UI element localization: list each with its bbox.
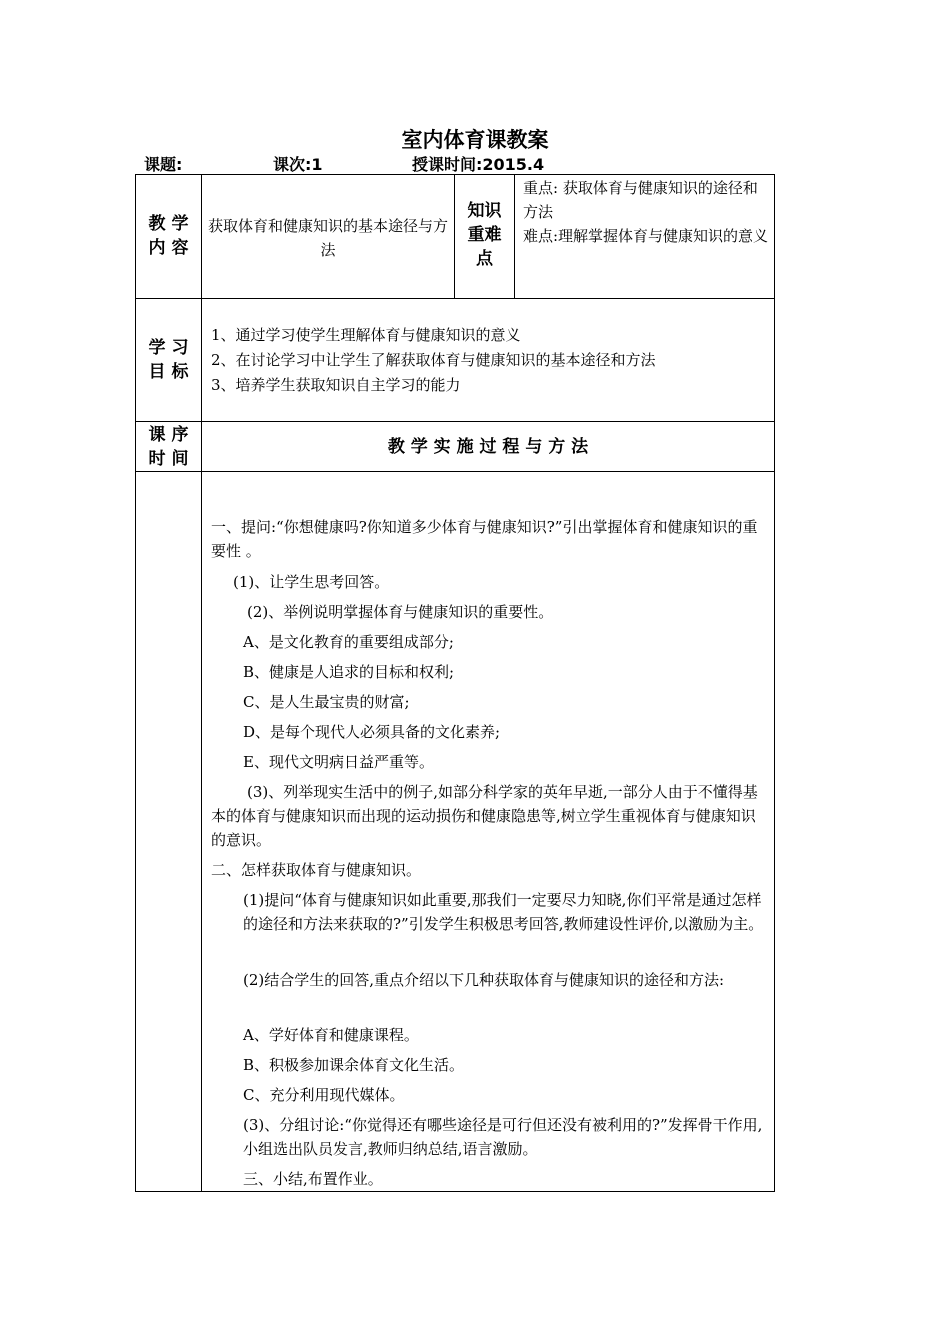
table-border-right — [774, 174, 775, 1192]
row-divider — [135, 298, 775, 299]
process-paragraph: (1)提问“体育与健康知识如此重要,那我们一定要尽力知晓,你们平常是通过怎样的途径和方法来获取的?”引发学生积极思考回答,教师建设性评价,以激励为主。 — [243, 891, 764, 933]
process-paragraph: B、健康是人追求的目标和权利; — [243, 663, 455, 681]
difficult-point: 难点:理解掌握体育与健康知识的意义 — [523, 227, 769, 245]
process-paragraph: C、充分利用现代媒体。 — [243, 1086, 405, 1104]
content-label: 教 学 内 容 — [148, 214, 189, 258]
process-paragraph: D、是每个现代人必须具备的文化素养; — [243, 723, 501, 741]
page-title: 室内体育课教案 — [401, 128, 549, 152]
process-paragraph: A、学好体育和健康课程。 — [243, 1026, 419, 1044]
process-paragraph: (2)结合学生的回答,重点介绍以下几种获取体育与健康知识的途径和方法: — [243, 971, 725, 989]
learning-goals — [211, 323, 767, 398]
column-divider — [514, 174, 515, 299]
lesson-time: 授课时间:2015.4 — [412, 155, 545, 174]
process-paragraph: 一、提问:“你想健康吗?你知道多少体育与健康知识?”引出掌握体育和健康知识的重要性 。 — [211, 518, 758, 560]
process-paragraph: B、积极参加课余体育文化生活。 — [243, 1056, 465, 1074]
process-paragraph: (3)、分组讨论:“你觉得还有哪些途径是可行但还没有被利用的?”发挥骨干作用,小组选出队员发言,教师归纳总结,语言激励。 — [243, 1116, 763, 1158]
topic-label: 课题: — [144, 155, 183, 174]
lesson-number: 课次:1 — [273, 155, 323, 174]
key-points — [523, 176, 769, 248]
process-paragraph: 三、小结,布置作业。 — [243, 1170, 383, 1188]
row-divider — [135, 421, 775, 422]
process-paragraph: (3)、列举现实生活中的例子,如部分科学家的英年早逝,一部分人由于不懂得基本的体育与健康知识而出现的运动损伤和健康隐患等,树立学生重视体育与健康知识的意识。 — [211, 783, 758, 849]
goals-label: 学 习 目 标 — [148, 338, 189, 382]
key-points-label: 知识 重难 点 — [467, 201, 502, 269]
sequence-label: 课 序 时 间 — [148, 425, 189, 469]
process-paragraph: A、是文化教育的重要组成部分; — [243, 633, 454, 651]
goal-item: 2、在讨论学习中让学生了解获取体育与健康知识的基本途径和方法 — [211, 351, 656, 369]
process-paragraph: E、现代文明病日益严重等。 — [243, 753, 434, 771]
process-title: 教 学 实 施 过 程 与 方 法 — [387, 437, 589, 457]
goal-item: 1、通过学习使学生理解体育与健康知识的意义 — [211, 326, 521, 344]
process-paragraph: C、是人生最宝贵的财富; — [243, 693, 410, 711]
table-border-top — [135, 174, 775, 175]
row-divider — [135, 471, 775, 472]
process-paragraph: (2)、举例说明掌握体育与健康知识的重要性。 — [247, 603, 554, 621]
process-paragraph: 二、怎样获取体育与健康知识。 — [211, 861, 422, 879]
table-border-left — [135, 174, 136, 1192]
column-divider — [201, 174, 202, 1192]
table-border-bottom — [135, 1191, 775, 1192]
teaching-content: 获取体育和健康知识的基本途径与方法 — [207, 217, 448, 259]
goal-item: 3、培养学生获取知识自主学习的能力 — [211, 376, 461, 394]
key-point: 重点: 获取体育与健康知识的途径和方法 — [523, 179, 758, 221]
process-paragraph: (1)、让学生思考回答。 — [233, 573, 390, 591]
